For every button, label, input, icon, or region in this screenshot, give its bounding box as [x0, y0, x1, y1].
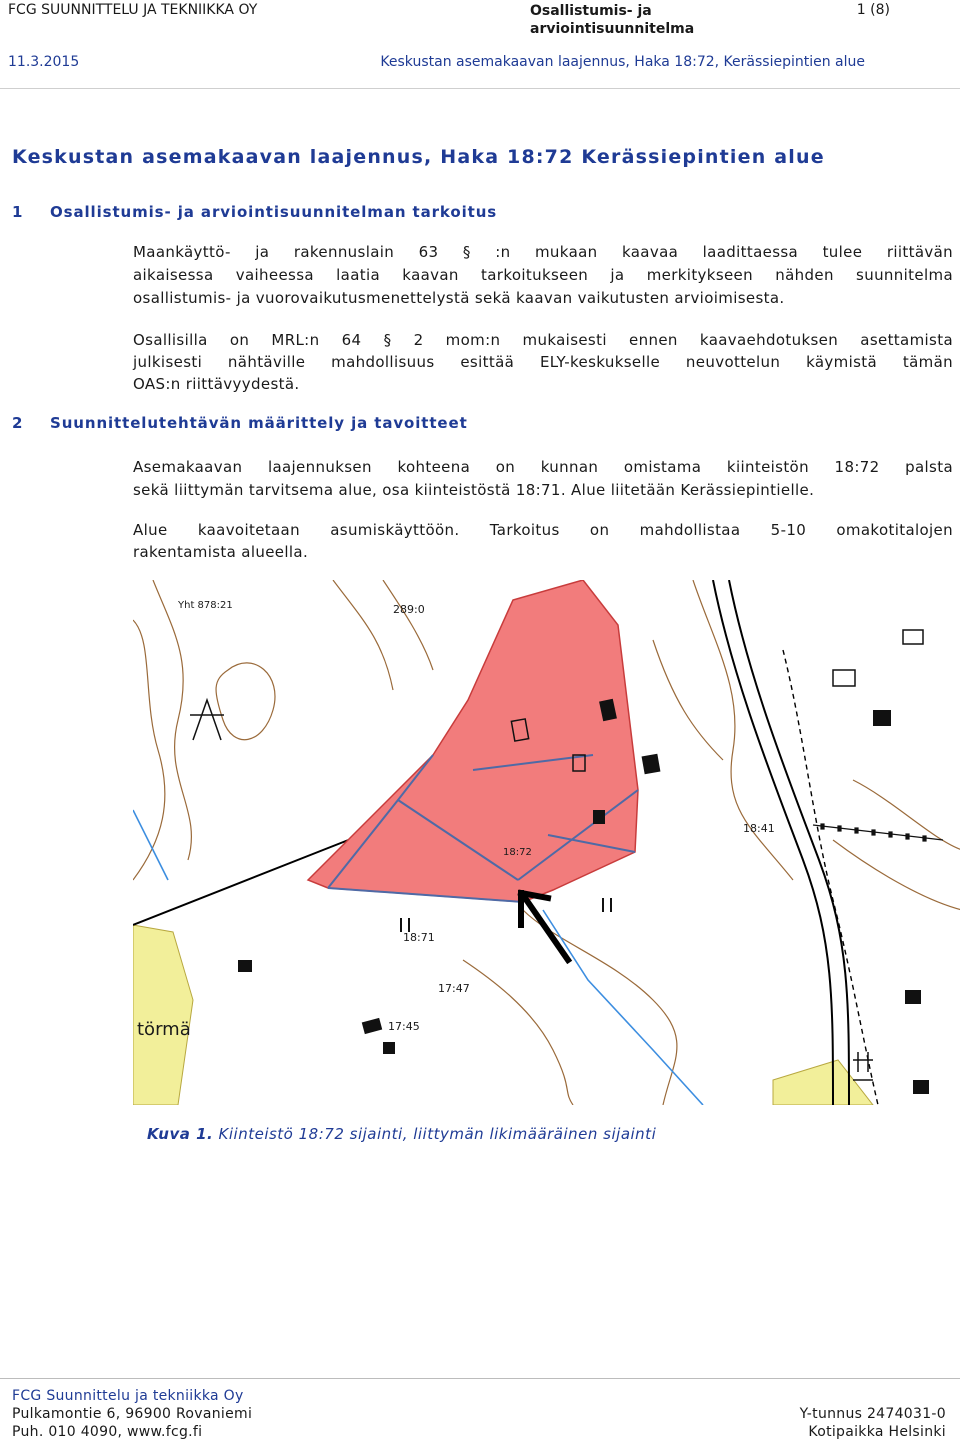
paragraph-line: aikaisessa vaiheessa laatia kaavan tarkoitukseen ja merkitykseen nähden suunnitelma [133, 266, 953, 284]
header-divider [0, 88, 960, 89]
map-label: 18:72 [503, 847, 532, 858]
footer-address: Pulkamontie 6, 96900 Rovaniemi [12, 1406, 253, 1422]
caption-label: Kuva 1. [147, 1125, 214, 1143]
section-2-number: 2 [12, 414, 24, 432]
paragraph-line: sekä liittymän tarvitsema alue, osa kiinteistöstä 18:71. Alue liitetään Kerässiepintielle. [133, 481, 815, 499]
map-label: 18:41 [743, 822, 775, 835]
paragraph-line: OAS:n riittävyydestä. [133, 375, 300, 393]
footer-contact: Puh. 010 4090, www.fcg.fi [12, 1424, 203, 1440]
paragraph-line: Alue kaavoitetaan asumiskäyttöön. Tarkoitus on mahdollistaa 5-10 omakotitalojen [133, 521, 953, 539]
section-1-number: 1 [12, 203, 24, 221]
document-type-line2: arviointisuunnitelma [530, 21, 695, 37]
document-date: 11.3.2015 [8, 54, 80, 70]
map-label: 289:0 [393, 603, 425, 616]
document-type [530, 2, 694, 38]
site-location-map [133, 580, 960, 1105]
paragraph-line: osallistumis- ja vuorovaikutusmenettelystä sekä kaavan vaikutusten arvioimisesta. [133, 289, 785, 307]
project-name: Keskustan asemakaavan laajennus, Haka 18:72, Kerässiepintien alue [380, 54, 865, 70]
paragraph-line: Asemakaavan laajennuksen kohteena on kunnan omistama kiinteistön 18:72 palsta [133, 458, 953, 476]
document-title: Keskustan asemakaavan laajennus, Haka 18:72 Kerässiepintien alue [12, 146, 825, 168]
document-type-line1: Osallistumis- ja [530, 3, 652, 19]
map-label: 17:45 [388, 1020, 420, 1033]
paragraph-line: rakentamista alueella. [133, 543, 309, 561]
figure-caption [147, 1125, 656, 1143]
footer-divider [0, 1378, 960, 1379]
paragraph-line: Osallisilla on MRL:n 64 § 2 mom:n mukaisesti ennen kaavaehdotuksen asettamista [133, 331, 953, 349]
company-name: FCG SUUNNITTELU JA TEKNIIKKA OY [8, 2, 258, 18]
caption-text: Kiinteistö 18:72 sijainti, liittymän likimääräinen sijainti [218, 1125, 657, 1143]
footer-domicile: Kotipaikka Helsinki [808, 1424, 946, 1440]
section-2-heading: Suunnittelutehtävän määrittely ja tavoitteet [50, 414, 468, 432]
map-label: 17:47 [438, 982, 470, 995]
page-number: 1 (8) [856, 2, 890, 18]
footer-company: FCG Suunnittelu ja tekniikka Oy [12, 1388, 244, 1404]
paragraph-line: Maankäyttö- ja rakennuslain 63 § :n mukaan kaavaa laadittaessa tulee riittävän [133, 243, 953, 261]
footer-business-id: Y-tunnus 2474031-0 [799, 1406, 946, 1422]
map-label: 18:71 [403, 931, 435, 944]
section-1-heading: Osallistumis- ja arviointisuunnitelman tarkoitus [50, 203, 498, 221]
paragraph-line: julkisesti nähtäville mahdollisuus esittää ELY-keskukselle neuvottelun käymistä tämän [133, 353, 953, 371]
map-place-label: törmä [137, 1019, 191, 1040]
map-fragment-label: Yht 878:21 [178, 600, 233, 611]
